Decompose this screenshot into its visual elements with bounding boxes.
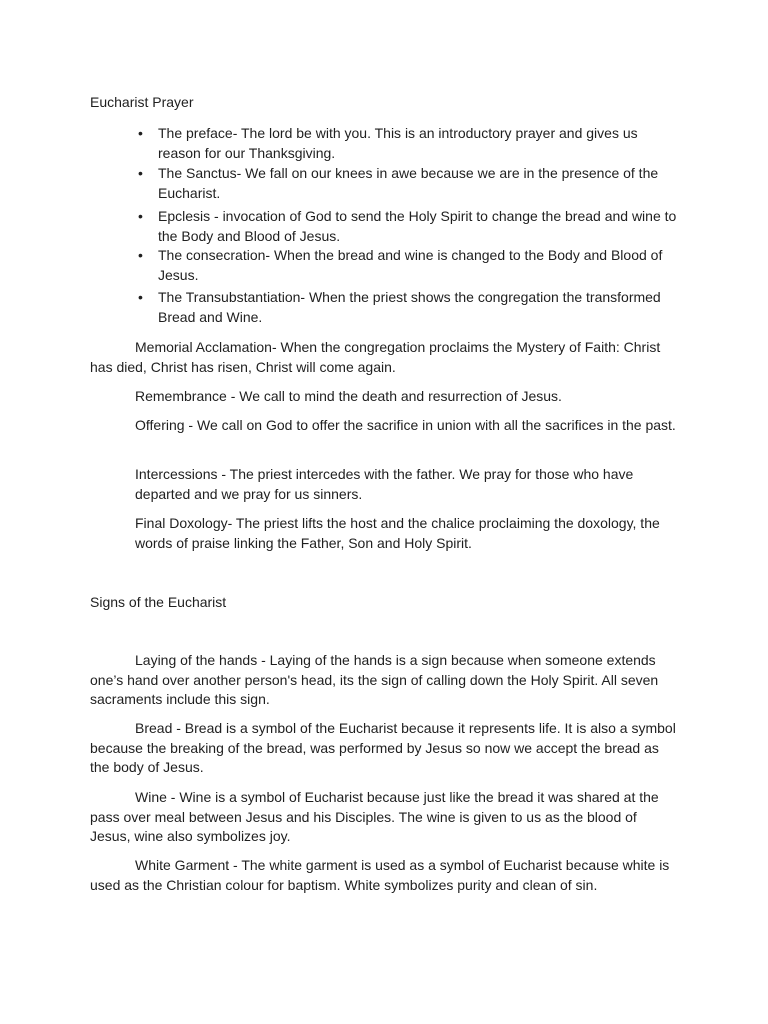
bullet-icon: •: [138, 208, 143, 224]
list-item: [137, 246, 677, 285]
paragraph-final-doxology: Final Doxology- The priest lifts the host and the chalice proclaiming the doxology, the words of praise linking the Father, Son and Holy Spirit.: [135, 515, 660, 551]
section-heading-signs: Signs of the Eucharist: [90, 594, 227, 610]
bullet-icon: •: [138, 247, 143, 263]
list-item: [137, 164, 677, 203]
list-item-text: The consecration- When the bread and wine is changed to the Body and Blood of Jesus.: [158, 247, 663, 283]
paragraph-laying-of-hands: Laying of the hands - Laying of the hands is a sign because when someone extends one’s hand over another person's head, its the sign of calling down the Holy Spirit. All seven sacraments include this sign.: [90, 652, 659, 707]
bullet-icon: •: [138, 165, 143, 181]
paragraph-white-garment: White Garment - The white garment is used as a symbol of Eucharist because white is used as the Christian colour for baptism. White symbolizes purity and clean of sin.: [90, 857, 670, 893]
list-item: [137, 124, 677, 163]
list-item-text: Epclesis - invocation of God to send the Holy Spirit to change the bread and wine to the Body and Blood of Jesus.: [158, 208, 677, 244]
paragraph-wine: Wine - Wine is a symbol of Eucharist because just like the bread it was shared at the pass over meal between Jesus and his Disciples. The wine is given to us as the blood of Jesus, wine also symbolizes joy.: [90, 789, 659, 844]
paragraph-offering: Offering - We call on God to offer the sacrifice in union with all the sacrifices in the past.: [135, 417, 676, 433]
section-heading-eucharist-prayer: Eucharist Prayer: [90, 94, 194, 110]
paragraph-remembrance: Remembrance - We call to mind the death and resurrection of Jesus.: [135, 388, 562, 404]
bullet-icon: •: [138, 125, 143, 141]
list-item-text: The preface- The lord be with you. This is an introductory prayer and gives us reason for our Thanksgiving.: [158, 125, 638, 161]
paragraph-bread: Bread - Bread is a symbol of the Eucharist because it represents life. It is also a symbol because the breaking of the bread, was performed by Jesus so now we accept the bread as the body of Jesus.: [90, 720, 676, 775]
paragraph-intercessions: Intercessions - The priest intercedes with the father. We pray for those who have departed and we pray for us sinners.: [135, 466, 634, 502]
list-item: [137, 288, 677, 327]
list-item: [137, 207, 677, 246]
bullet-icon: •: [138, 289, 143, 305]
paragraph-memorial-acclamation: Memorial Acclamation- When the congregation proclaims the Mystery of Faith: Christ has died, Christ has risen, Christ will come again.: [90, 339, 661, 375]
list-item-text: The Sanctus- We fall on our knees in awe because we are in the presence of the Eucharist.: [158, 165, 659, 201]
list-item-text: The Transubstantiation- When the priest shows the congregation the transformed Bread and Wine.: [158, 289, 661, 325]
